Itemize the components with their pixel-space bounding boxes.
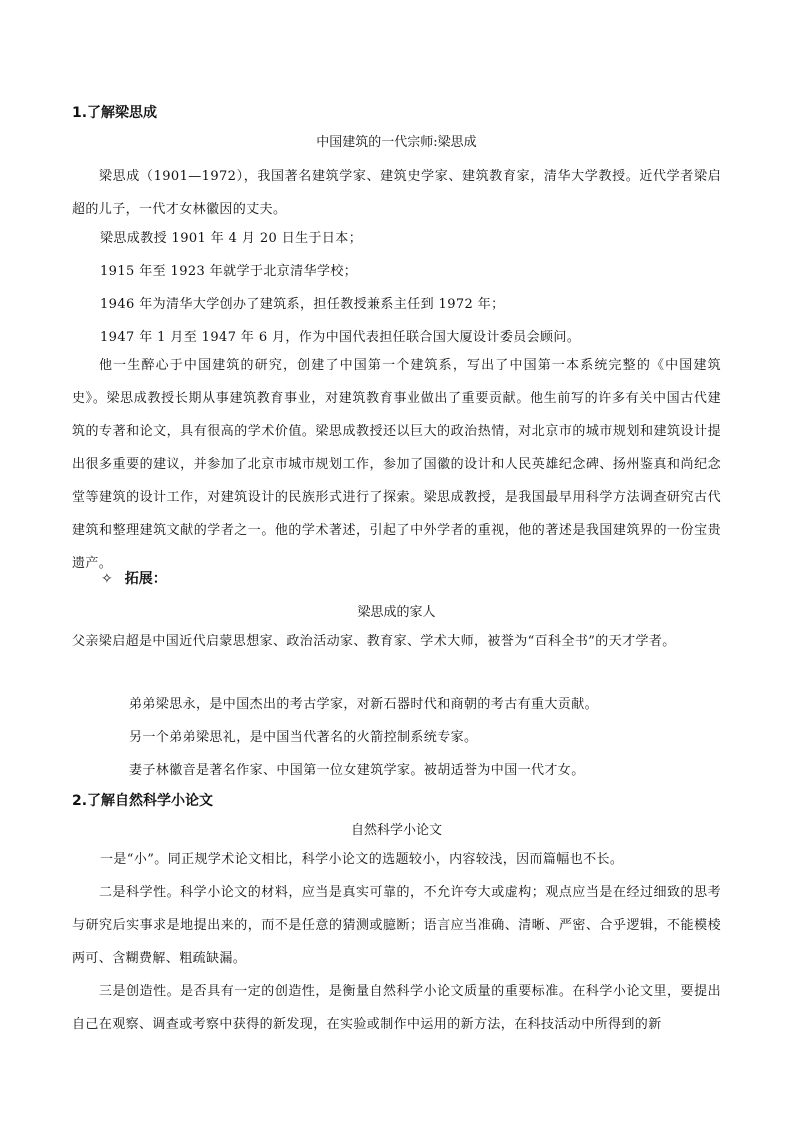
section-1-body: 他一生醉心于中国建筑的研究，创建了中国第一个建筑系，写出了中国第一本系统完整的《中国建筑史》。梁思成教授长期从事建筑教育事业，对建筑教育事业做出了重要贡献。他生前写的许多有关中国古代建筑的专著和论文，具有很高的学术价值。梁思成教授还以巨大的政治热情，对北京市的城市规划和建筑设计提出很多重要的建议，并参加了北京市城市规划工作，参加了国徽的设计和人民英雄纪念碑、扬州鉴真和尚纪念堂等建筑的设计工作，对建筑设计的民族形式进行了探索。梁思成教授，是我国最早用科学方法调查研究古代建筑和整理建筑文献的学者之一。他的学术著述，引起了中外学者的重视，他的著述是我国建筑界的一份宝贵遗产。: [72, 358, 721, 571]
section-2-subtitle: 自然科学小论文: [350, 823, 442, 838]
extension-brother-sicheng-yong: 弟弟梁思永，是中国杰出的考古学家，对新石器时代和商朝的考古有重大贡献。: [129, 697, 599, 712]
diamond-star-icon: ✧: [101, 571, 113, 587]
extension-brother-sili: 另一个弟弟梁思礼，是中国当代著名的火箭控制系统专家。: [129, 730, 478, 745]
section-2-heading: 2.了解自然科学小论文: [72, 793, 214, 809]
fact-department: 1946 年为清华大学创办了建筑系，担任教授兼系主任到 1972 年；: [100, 297, 505, 312]
fact-un-advisor: 1947 年 1 月至 1947 年 6 月，作为中国代表担任联合国大厦设计委员会顾问。: [100, 330, 581, 345]
fact-birth: 梁思成教授 1901 年 4 月 20 日生于日本；: [100, 231, 363, 246]
extension-father: 父亲梁启超是中国近代启蒙思想家、政治活动家、教育家、学术大师，被誉为“百科全书”的天才学者。: [72, 634, 676, 649]
section-1-heading: 1.了解梁思成: [72, 105, 158, 121]
point-scientific: 二是科学性。科学小论文的材料，应当是真实可靠的，不允许夸大或虚构；观点应当是在经过细致的思考与研究后实事求是地提出来的，而不是任意的猜测或臆断；语言应当准确、清晰、严密、合乎逻辑，不能模棱两可、含糊费解、粗疏缺漏。: [72, 885, 721, 966]
extension-subtitle: 梁思成的家人: [357, 605, 436, 620]
extension-heading: [101, 569, 167, 589]
extension-label: 拓展：: [124, 571, 167, 587]
fact-education: 1915 年至 1923 年就学于北京清华学校；: [100, 264, 358, 279]
point-creative: 三是创造性。是否具有一定的创造性，是衡量自然科学小论文质量的重要标准。在科学小论文里，要提出自己在观察、调查或考察中获得的新发现，在实验或制作中运用的新方法，在科技活动中所得到的新: [72, 984, 721, 1032]
extension-wife: 妻子林徽音是著名作家、中国第一位女建筑学家。被胡适誉为中国一代才女。: [129, 763, 585, 778]
section-1-intro: 梁思成（1901—1972），我国著名建筑学家、建筑史学家、建筑教育家，清华大学教授。近代学者梁启超的儿子，一代才女林徽因的丈夫。: [72, 169, 721, 217]
point-small: 一是“小”。同正规学术论文相比，科学小论文的选题较小，内容较浅，因而篇幅也不长。: [100, 852, 624, 867]
section-1-subtitle: 中国建筑的一代宗师:梁思成: [316, 135, 477, 150]
